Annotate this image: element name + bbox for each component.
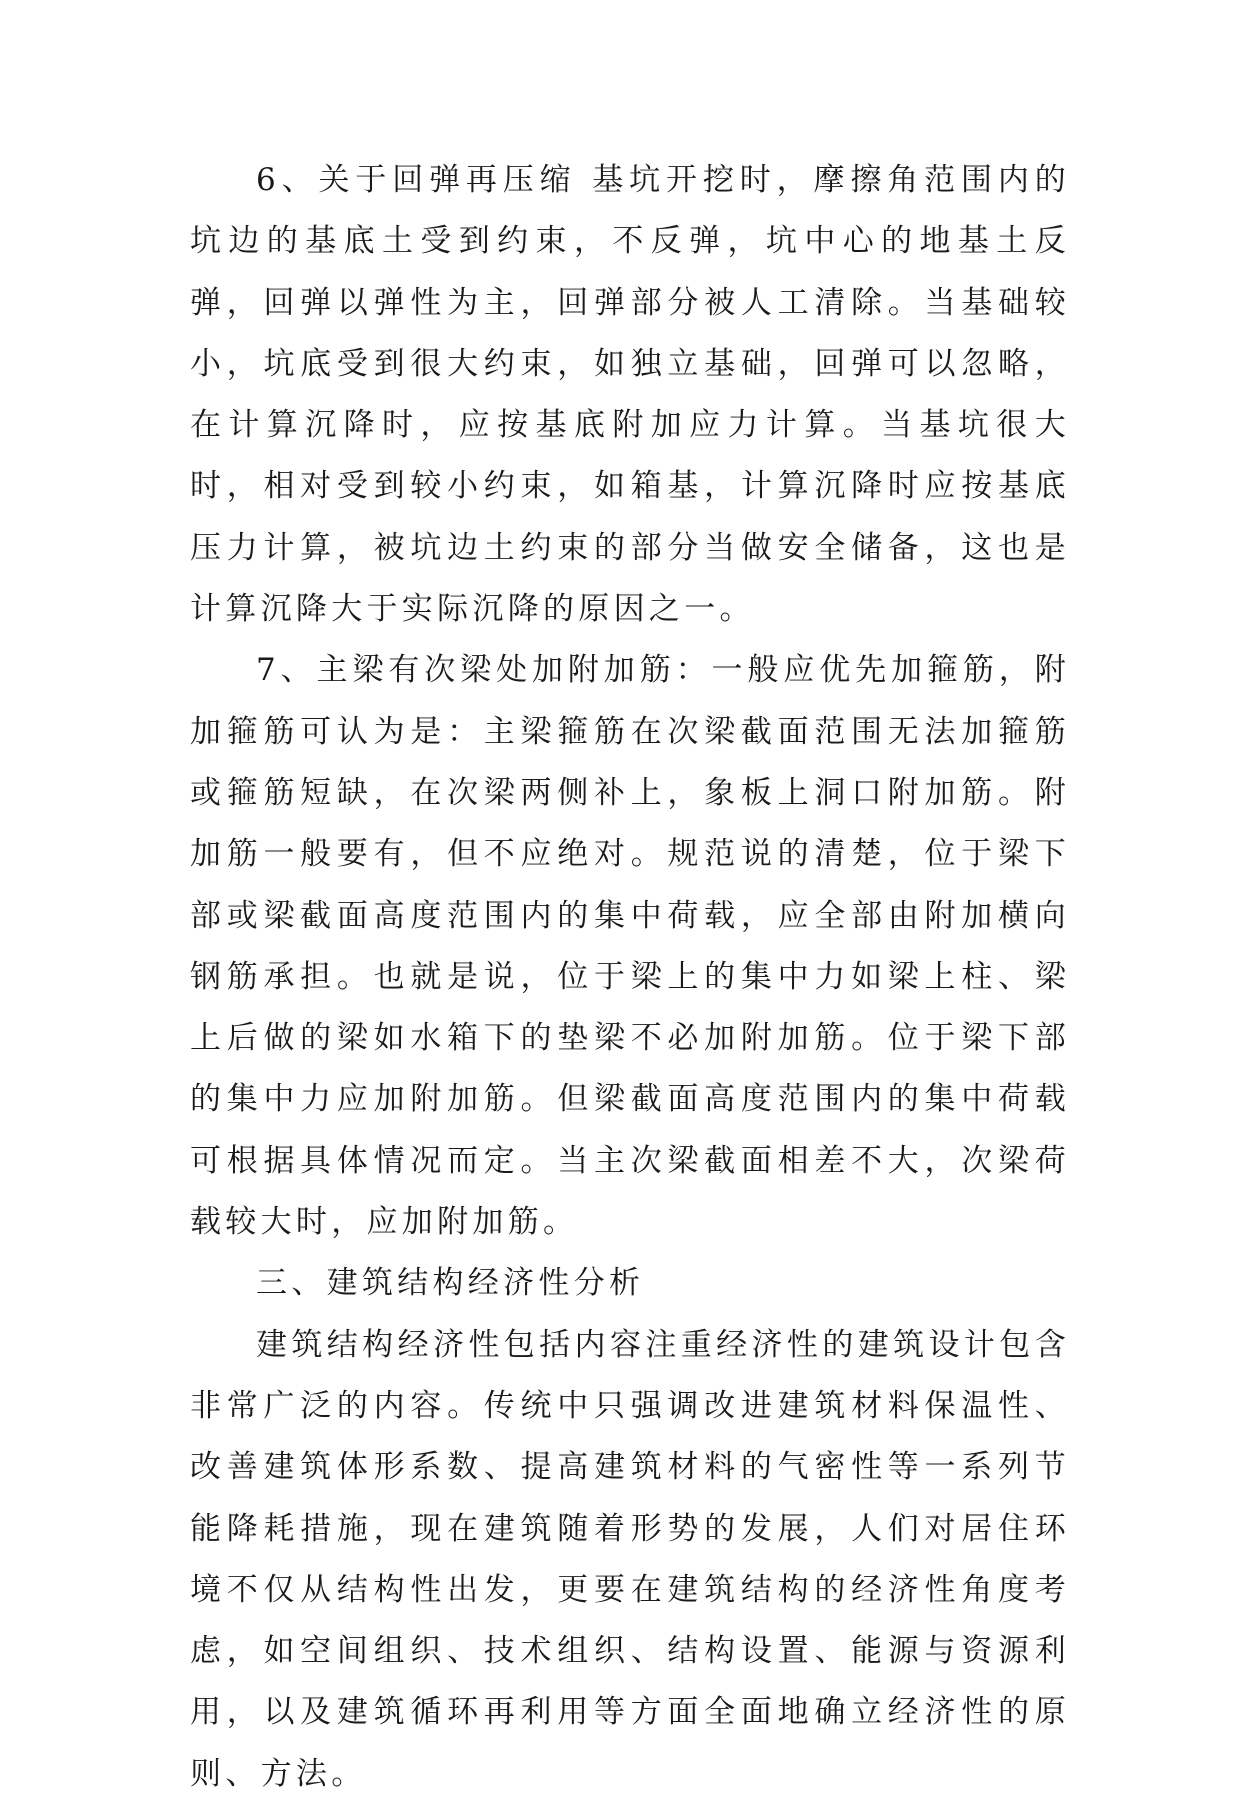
paragraph-structural-economy: 建筑结构经济性包括内容注重经济性的建筑设计包含非常广泛的内容。传统中只强调改进建筑材料保温性、改善建筑体形系数、提高建筑材料的气密性等一系列节能降耗措施，现在建筑随着形势的发展，人们对居住环境不仅从结构性出发，更要在建筑结构的经济性角度考虑，如空间组织、技术组织、结构设置、能源与资源利用，以及建筑循环再利用等方面全面地确立经济性的原则、方法。	[190, 1326, 1070, 1792]
document-body	[190, 150, 1070, 1805]
paragraph-rebound-recompression: 6、关于回弹再压缩 基坑开挖时，摩擦角范围内的坑边的基底土受到约束，不反弹，坑中心的地基土反弹，回弹以弹性为主，回弹部分被人工清除。当基础较小，坑底受到很大约束，如独立基础，回弹可以忽略，在计算沉降时，应按基底附加应力计算。当基坑很大时，相对受到较小约束，如箱基，计算沉降时应按基底压力计算，被坑边土约束的部分当做安全储备，这也是计算沉降大于实际沉降的原因之一。	[190, 162, 1070, 628]
paragraph-additional-reinforcement: 7、主梁有次梁处加附加筋：一般应优先加箍筋，附加箍筋可认为是：主梁箍筋在次梁截面范围无法加箍筋或箍筋短缺，在次梁两侧补上，象板上洞口附加筋。附加筋一般要有，但不应绝对。规范说的清楚，位于梁下部或梁截面高度范围内的集中荷载，应全部由附加横向钢筋承担。也就是说，位于梁上的集中力如梁上柱、梁上后做的梁如水箱下的垫梁不必加附加筋。位于梁下部的集中力应加附加筋。但梁截面高度范围内的集中荷载可根据具体情况而定。当主次梁截面相差不大，次梁荷载较大时，应加附加筋。	[190, 652, 1070, 1241]
section-heading: 三、建筑结构经济性分析	[256, 1265, 645, 1302]
